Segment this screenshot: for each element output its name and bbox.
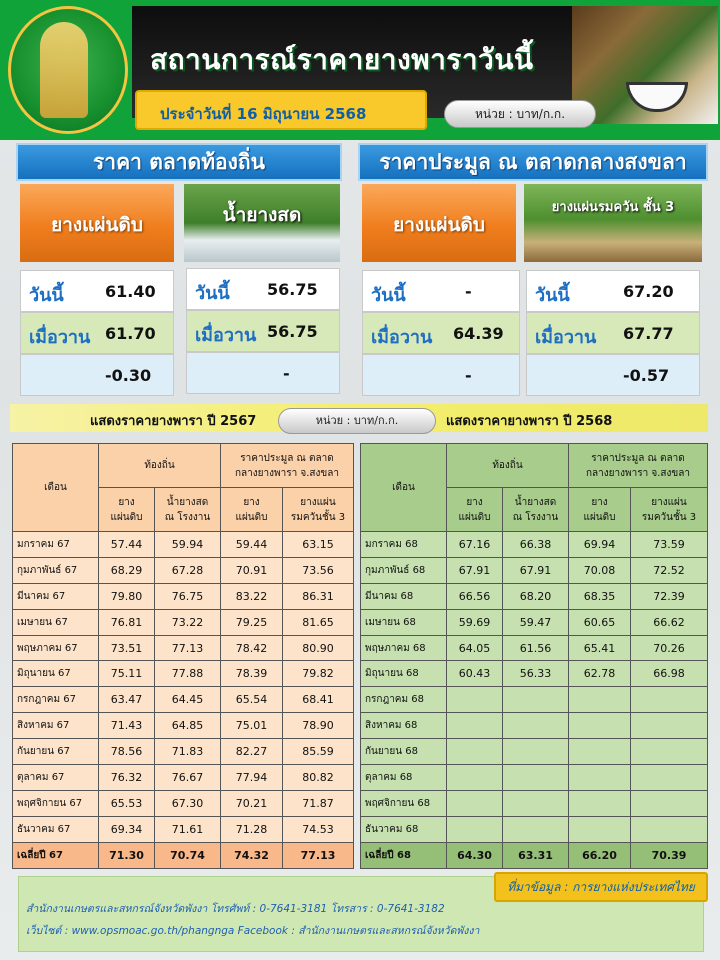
yesterday-label: เมื่อวาน [535,327,597,348]
price-cell: 76.81 [99,609,155,635]
today-label: วันนี้ [29,285,64,306]
month-cell: มกราคม 68 [361,532,447,558]
price-cell: 64.05 [447,635,503,661]
month-cell: กันยายน 68 [361,739,447,765]
price-cell: 72.39 [631,583,708,609]
table-row [13,816,354,842]
price-cell: 70.39 [631,842,708,868]
price-cell: 79.80 [99,583,155,609]
price-cell: 65.41 [569,635,631,661]
price-table-2568 [360,443,708,869]
central-header-line2: กลางยางพารา จ.สงขลา [234,467,339,479]
price-cell [503,739,569,765]
price-cell: 71.28 [221,816,283,842]
table-row [13,583,354,609]
month-cell: พฤศจิกายน 67 [13,790,99,816]
central-header [221,444,354,488]
month-cell: สิงหาคม 68 [361,713,447,739]
price-cell [447,790,503,816]
central-header-line1: ราคาประมูล ณ ตลาด [591,452,685,464]
price-cell [503,765,569,791]
month-cell: มิถุนายน 68 [361,661,447,687]
price-cell: 68.29 [99,557,155,583]
local-sheet-change-row [20,354,174,396]
local-sheet-today-row [20,270,174,312]
col-smoked-header: ยางแผ่น รมควันชั้น 3 [631,488,708,532]
table-row [361,635,708,661]
footer-contact-line: สำนักงานเกษตรและสหกรณ์จังหวัดพังงา โทรศัพท์ : 0-7641-3181 โทรสาร : 0-7641-3182 [26,903,445,915]
price-cell: 77.88 [155,661,221,687]
central-market-heading: ราคาประมูล ณ ตลาดกลางสงขลา [358,143,708,181]
central-smoked-change-row [526,354,700,396]
yesterday-label: เมื่อวาน [29,327,91,348]
central-sheet-change-row [362,354,520,396]
central-smoked-yesterday-row [526,312,700,354]
table-row [361,790,708,816]
table-row [13,661,354,687]
table-row [13,557,354,583]
price-cell [569,765,631,791]
price-cell: 63.47 [99,687,155,713]
price-cell [447,739,503,765]
price-cell [569,713,631,739]
table-row [13,687,354,713]
price-cell: 71.87 [283,790,354,816]
price-cell: 62.78 [569,661,631,687]
price-cell: 79.25 [221,609,283,635]
price-cell: 67.91 [503,557,569,583]
today-value: 67.20 [623,282,674,301]
price-cell: 68.35 [569,583,631,609]
price-cell: 64.85 [155,713,221,739]
central-smoked-today-row [526,270,700,312]
price-cell [631,713,708,739]
price-cell: 65.53 [99,790,155,816]
price-cell: 85.59 [283,739,354,765]
page-title: สถานการณ์ราคายางพาราวันนี้ [150,43,534,76]
month-cell: กรกฎาคม 68 [361,687,447,713]
price-cell [631,790,708,816]
table-row [361,687,708,713]
central-sheet-yesterday-row [362,312,520,354]
table-row [361,583,708,609]
price-cell: 79.82 [283,661,354,687]
yesterday-value: 67.77 [623,324,674,343]
today-label: วันนี้ [535,285,570,306]
price-cell: 86.31 [283,583,354,609]
month-cell: ตุลาคม 67 [13,765,99,791]
price-cell: 64.45 [155,687,221,713]
price-cell: 82.27 [221,739,283,765]
table-row [13,765,354,791]
price-cell: 76.75 [155,583,221,609]
price-cell: 69.94 [569,532,631,558]
price-cell: 63.31 [503,842,569,868]
banner-2567-label: แสดงราคายางพารา ปี 2567 [90,414,257,429]
price-cell: 60.65 [569,609,631,635]
price-cell: 69.34 [99,816,155,842]
price-cell [447,713,503,739]
month-cell: พฤศจิกายน 68 [361,790,447,816]
price-cell: 70.08 [569,557,631,583]
change-value: - [283,364,290,383]
month-cell: ธันวาคม 67 [13,816,99,842]
price-cell: 66.98 [631,661,708,687]
local-sheet-yesterday-row [20,312,174,354]
price-cell: 67.91 [447,557,503,583]
month-cell: มีนาคม 68 [361,583,447,609]
price-cell: 66.56 [447,583,503,609]
price-cell: 73.59 [631,532,708,558]
price-cell: 78.56 [99,739,155,765]
central-smoked-tab: ยางแผ่นรมควัน ชั้น 3 [524,184,702,262]
yesterday-label: เมื่อวาน [195,325,257,346]
price-cell [503,816,569,842]
price-cell: 71.43 [99,713,155,739]
banner-2568-label: แสดงราคายางพารา ปี 2568 [446,414,613,429]
price-cell [569,790,631,816]
unit-badge: หน่วย : บาท/ก.ก. [444,100,596,128]
price-cell: 59.69 [447,609,503,635]
table-row [13,739,354,765]
price-cell: 57.44 [99,532,155,558]
month-cell: เฉลี่ยปี 67 [13,842,99,868]
price-cell [631,765,708,791]
central-header [569,444,708,488]
month-cell: สิงหาคม 67 [13,713,99,739]
price-cell [631,687,708,713]
table-row [361,765,708,791]
table-row [13,609,354,635]
price-cell: 66.38 [503,532,569,558]
price-cell: 74.32 [221,842,283,868]
price-cell: 77.13 [283,842,354,868]
table-row [13,790,354,816]
month-cell: ตุลาคม 68 [361,765,447,791]
local-header: ท้องถิ่น [99,444,221,488]
local-latex-today-row [186,268,340,310]
price-cell: 66.20 [569,842,631,868]
local-sheet-tab: ยางแผ่นดิบ [20,184,174,262]
price-cell: 56.33 [503,661,569,687]
price-cell [569,816,631,842]
price-cell: 78.42 [221,635,283,661]
price-cell [503,713,569,739]
month-cell: พฤษภาคม 67 [13,635,99,661]
month-cell: มีนาคม 67 [13,583,99,609]
today-value: - [465,282,472,301]
table-row [361,816,708,842]
price-cell [447,687,503,713]
price-cell [631,816,708,842]
local-header: ท้องถิ่น [447,444,569,488]
price-cell: 73.56 [283,557,354,583]
col-central-sheet-header: ยาง แผ่นดิบ [221,488,283,532]
month-cell: ธันวาคม 68 [361,816,447,842]
price-cell: 71.83 [155,739,221,765]
yesterday-value: 61.70 [105,324,156,343]
month-cell: เมษายน 67 [13,609,99,635]
table-row [361,739,708,765]
price-cell: 75.01 [221,713,283,739]
price-cell: 59.47 [503,609,569,635]
month-cell: พฤษภาคม 68 [361,635,447,661]
month-cell: กุมภาพันธ์ 67 [13,557,99,583]
month-cell: กรกฎาคม 67 [13,687,99,713]
price-cell: 78.39 [221,661,283,687]
yesterday-label: เมื่อวาน [371,327,433,348]
table-row [13,713,354,739]
month-cell: กันยายน 67 [13,739,99,765]
footer-website-line: เว็บไซต์ : www.opsmoac.go.th/phangnga Facebook : สำนักงานเกษตรและสหกรณ์จังหวัดพังงา [26,925,480,937]
local-latex-change-row [186,352,340,394]
table-row [361,557,708,583]
month-header: เดือน [13,444,99,532]
price-cell: 67.16 [447,532,503,558]
data-source-badge: ที่มาข้อมูล : การยางแห่งประเทศไทย [494,872,708,902]
today-value: 56.75 [267,280,318,299]
price-cell: 83.22 [221,583,283,609]
price-cell: 70.91 [221,557,283,583]
price-cell: 70.26 [631,635,708,661]
price-cell: 73.51 [99,635,155,661]
price-cell: 64.30 [447,842,503,868]
col-latex-header: น้ำยางสด ณ โรงงาน [503,488,569,532]
price-cell [569,739,631,765]
price-cell: 80.90 [283,635,354,661]
central-sheet-tab: ยางแผ่นดิบ [362,184,516,262]
price-cell [447,816,503,842]
change-value: -0.57 [623,366,670,385]
price-cell: 71.30 [99,842,155,868]
month-cell: มิถุนายน 67 [13,661,99,687]
price-cell: 68.41 [283,687,354,713]
yesterday-value: 64.39 [453,324,504,343]
price-cell: 61.56 [503,635,569,661]
price-cell: 75.11 [99,661,155,687]
emblem-figure-icon [40,22,88,118]
price-cell: 67.30 [155,790,221,816]
table-row [361,713,708,739]
month-cell: กุมภาพันธ์ 68 [361,557,447,583]
price-cell: 78.90 [283,713,354,739]
price-cell: 74.53 [283,816,354,842]
month-cell: เมษายน 68 [361,609,447,635]
price-cell: 68.20 [503,583,569,609]
month-cell: เฉลี่ยปี 68 [361,842,447,868]
change-value: - [465,366,472,385]
table-row [13,635,354,661]
today-label: วันนี้ [195,283,230,304]
central-header-line2: กลางยางพารา จ.สงขลา [585,467,690,479]
today-label: วันนี้ [371,285,406,306]
price-cell: 76.67 [155,765,221,791]
local-latex-tab: น้ำยางสด [184,184,340,262]
col-latex-header: น้ำยางสด ณ โรงงาน [155,488,221,532]
col-sheet-header: ยาง แผ่นดิบ [447,488,503,532]
price-cell: 67.28 [155,557,221,583]
average-row [361,842,708,868]
table-row [13,532,354,558]
month-cell: มกราคม 67 [13,532,99,558]
table-row [361,532,708,558]
col-sheet-header: ยาง แผ่นดิบ [99,488,155,532]
local-market-heading: ราคา ตลาดท้องถิ่น [16,143,342,181]
price-cell: 59.44 [221,532,283,558]
month-header: เดือน [361,444,447,532]
price-cell: 63.15 [283,532,354,558]
price-cell [631,739,708,765]
price-cell: 80.82 [283,765,354,791]
price-cell: 71.61 [155,816,221,842]
col-central-sheet-header: ยาง แผ่นดิบ [569,488,631,532]
price-cell: 73.22 [155,609,221,635]
central-header-line1: ราคาประมูล ณ ตลาด [240,452,334,464]
price-cell [447,765,503,791]
price-cell: 77.13 [155,635,221,661]
price-cell: 70.21 [221,790,283,816]
price-cell: 60.43 [447,661,503,687]
change-value: -0.30 [105,366,152,385]
price-cell: 59.94 [155,532,221,558]
price-cell: 77.94 [221,765,283,791]
today-value: 61.40 [105,282,156,301]
price-cell: 72.52 [631,557,708,583]
table-row [361,609,708,635]
price-cell [503,687,569,713]
price-cell [569,687,631,713]
price-cell: 66.62 [631,609,708,635]
price-cell: 70.74 [155,842,221,868]
date-label: ประจำวันที่ 16 มิถุนายน 2568 [160,105,367,123]
local-latex-yesterday-row [186,310,340,352]
price-cell [503,790,569,816]
price-table-2567 [12,443,354,869]
yesterday-value: 56.75 [267,322,318,341]
col-smoked-header: ยางแผ่น รมควันชั้น 3 [283,488,354,532]
price-cell: 65.54 [221,687,283,713]
central-sheet-today-row [362,270,520,312]
price-cell: 76.32 [99,765,155,791]
price-cell: 81.65 [283,609,354,635]
banner-unit-badge: หน่วย : บาท/ก.ก. [278,408,436,434]
table-row [361,661,708,687]
average-row [13,842,354,868]
